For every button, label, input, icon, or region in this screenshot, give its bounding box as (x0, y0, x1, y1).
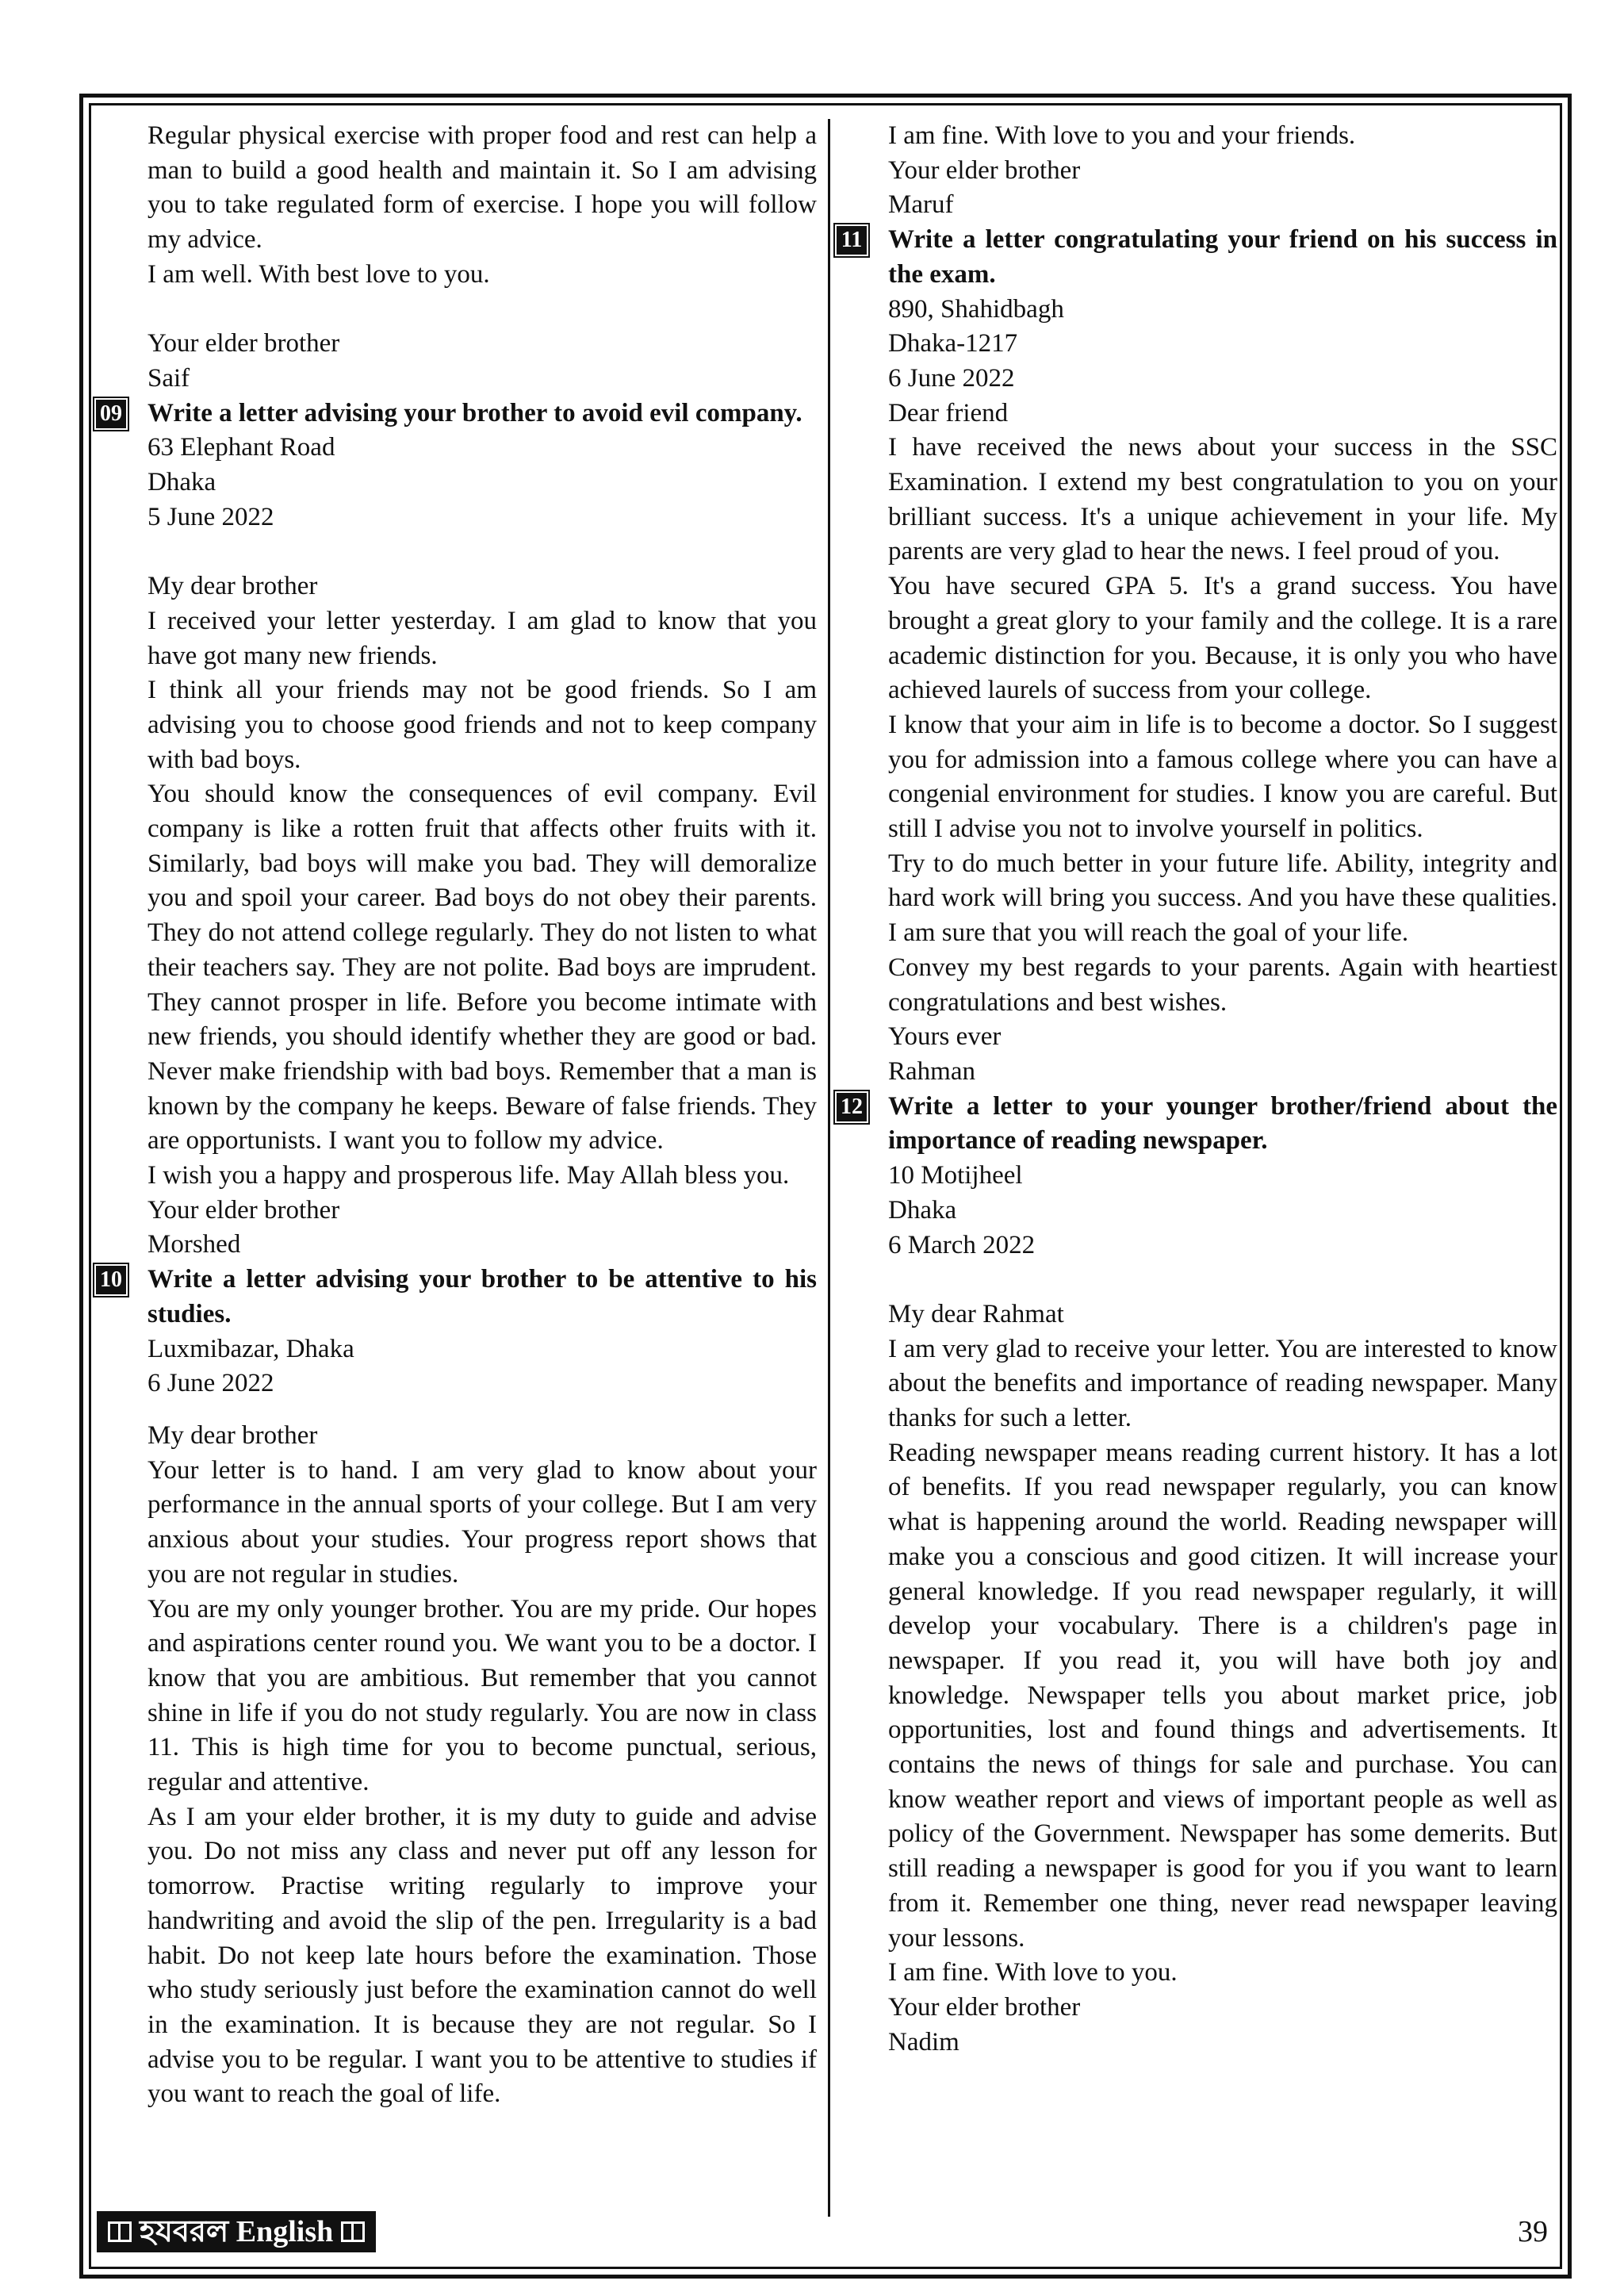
brand-label: হযবরল English (140, 2215, 334, 2248)
letter-date: 5 June 2022 (147, 502, 274, 531)
signature-line: Your elder brother (147, 1195, 340, 1225)
signature-line: Your elder brother (888, 155, 1081, 185)
question-12 (841, 1090, 1557, 2060)
signature-line: Yours ever (888, 1022, 1002, 1052)
address-line: Dhaka (888, 1195, 957, 1225)
spacer (147, 293, 817, 328)
paragraph: Your letter is to hand. I am very glad to know about your performance in the annual sports of your college. But I am very anxious about your studies. Your progress report shows that you are not regular in studies. (147, 1455, 817, 1589)
salutation: Dear friend (888, 398, 1009, 427)
spacer (147, 1401, 817, 1419)
paragraph: Regular physical exercise with proper food and rest can help a man to build a good health and maintain it. So I am advising you to take regulated form of exercise. I hope you will follow my advice. (147, 121, 817, 255)
address-line: 890, Shahidbagh (888, 294, 1064, 324)
question-number-badge: 12 (837, 1093, 867, 1121)
question-title: Write a letter to your younger brother/friend about the importance of reading newspaper. (888, 1091, 1557, 1156)
paragraph: I received your letter yesterday. I am glad to know that you have got many new friends. (147, 606, 817, 670)
book-icon (341, 2221, 365, 2242)
paragraph: I wish you a happy and prosperous life. May Allah bless you. (147, 1161, 790, 1190)
address-line: Dhaka-1217 (888, 329, 1018, 358)
left-column (100, 119, 817, 2112)
salutation: My dear brother (147, 572, 318, 601)
right-column (841, 119, 1557, 2060)
letter-date: 6 June 2022 (888, 363, 1015, 393)
paragraph: You should know the consequences of evil company. Evil company is like a rotten fruit that affects other fruits with it. Similarly, bad boys will make you bad. They will demoralize you and spoil your career. Bad boys do not obey their parents. They do not attend college regularly. They do not listen to what their teachers say. They are not polite. Bad boys are imprudent. They cannot prosper in life. Before you become intimate with new friends, you should identify whether they are good or bad. Never make friendship with bad boys. Remember that a man is known by the company he keeps. Beware of false friends. They are opportunists. I want you to follow my advice. (147, 780, 817, 1156)
paragraph: Convey my best regards to your parents. Again with heartiest congratulations and best wishes. (888, 953, 1557, 1017)
signature-line: Your elder brother (147, 329, 340, 358)
signature-name: Rahman (888, 1056, 975, 1086)
signature-name: Saif (147, 363, 190, 393)
address-line: Luxmibazar, Dhaka (147, 1334, 354, 1363)
letter-date: 6 June 2022 (147, 1369, 274, 1398)
salutation: My dear brother (147, 1420, 318, 1450)
book-icon (108, 2221, 132, 2242)
question-title: Write a letter advising your brother to be attentive to his studies. (147, 1265, 817, 1328)
address-line: 10 Motijheel (888, 1161, 1023, 1190)
signature-name: Morshed (147, 1230, 241, 1259)
column-divider (828, 119, 830, 2217)
question-title: Write a letter advising your brother to avoid evil company. (147, 398, 802, 427)
closing-line: I am fine. With love to you. (888, 1958, 1178, 1987)
question-09 (100, 397, 817, 1263)
question-number-badge: 10 (96, 1266, 126, 1294)
question-10 (100, 1263, 817, 2112)
signature-line: Your elder brother (888, 1992, 1081, 2022)
letter-date: 6 March 2022 (888, 1230, 1036, 1259)
salutation: My dear Rahmat (888, 1299, 1064, 1328)
signature-name: Maruf (888, 190, 954, 220)
paragraph: You have secured GPA 5. It's a grand success. You have brought a great glory to your family and the college. It is a rare academic distinction for you. Because, it is only you who have achieved laurels of success from your college. (888, 572, 1557, 705)
question-title: Write a letter congratulating your friend on his success in the exam. (888, 225, 1557, 289)
closing-line: I am well. With best love to you. (147, 259, 490, 289)
paragraph: I think all your friends may not be good friends. So I am advising you to choose good friends and not to keep company with bad boys. (147, 676, 817, 774)
paragraph: I am very glad to receive your letter. You are interested to know about the benefits and importance of reading newspaper. Many thanks for such a letter. (888, 1334, 1557, 1432)
spacer (888, 1263, 1557, 1297)
question-number-badge: 09 (96, 400, 126, 428)
paragraph: As I am your elder brother, it is my duty to guide and advise you. Do not miss any class and never put off any lesson for tomorrow. Practise writing regularly to improve your handwriting and avoid the slip of the pen. Irregularity is a bad habit. Do not keep late hours before the examination. Those who study seriously just before the examination cannot do well in the examination. It is because they are not regular. So I advise you to be regular. I want you to be attentive to studies if you want to reach the goal of life. (147, 1802, 817, 2109)
paragraph: Reading newspaper means reading current history. It has a lot of benefits. If you read newspaper regularly, you can know what is happening around the world. Reading newspaper will make you a conscious and good citizen. It will increase your general knowledge. If you read newspaper regularly, it will develop your vocabulary. There is a children's page in newspaper. If you read it, you will have both joy and knowledge. Newspaper tells you about market price, job opportunities, lost and found things and advertisements. It contains the news of things for sale and purchase. You can know weather report and views of important people as well as policy of the Government. Newspaper has some demerits. But still reading a newspaper is good for you if you want to learn from it. Remember one thing, never read newspaper leaving your lessons. (888, 1438, 1557, 1953)
question-11 (841, 223, 1557, 1090)
question-number-badge: 11 (837, 226, 867, 255)
address-line: Dhaka (147, 468, 216, 497)
closing-line: I am fine. With love to you and your friends. (888, 121, 1356, 150)
page-number: 39 (1518, 2215, 1548, 2248)
address-line: 63 Elephant Road (147, 433, 335, 462)
paragraph: You are my only younger brother. You are my pride. Our hopes and aspirations center round you. We want you to be a doctor. I know that you are ambitious. But remember that you cannot shine in life if you do not study regularly. You are now in class 11. This is high time for you to become punctual, serious, regular and attentive. (147, 1594, 817, 1797)
signature-name: Nadim (888, 2027, 959, 2056)
spacer (147, 535, 817, 569)
footer-brand-badge (97, 2211, 376, 2252)
paragraph: Try to do much better in your future life. Ability, integrity and hard work will bring you success. And you have these qualities. I am sure that you will reach the goal of your life. (888, 849, 1557, 948)
paragraph: I have received the news about your success in the SSC Examination. I extend my best congratulation to you on your brilliant success. It's a unique achievement in your life. My parents are very glad to hear the news. I feel proud of you. (888, 433, 1557, 566)
paragraph: I know that your aim in life is to become a doctor. So I suggest you for admission into a famous college where you can have a congenial environment for studies. I know you are careful. But still I advise you not to involve yourself in politics. (888, 710, 1557, 844)
